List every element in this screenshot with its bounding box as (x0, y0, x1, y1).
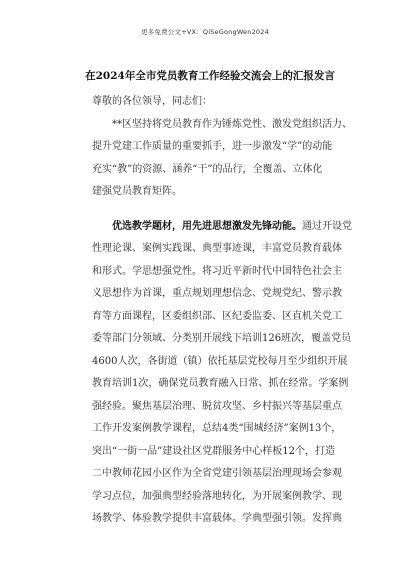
paragraph-line: 通过开设党 (302, 220, 352, 232)
paragraph-line: 工作开发案例教学课程，总结4类“围城经济”案例13个， (92, 423, 342, 434)
paragraph-line: 4600人次，各街道（镇）依托基层党校每月至少组织开展 (92, 355, 348, 367)
paragraph-line: 强经验。聚焦基层治理、脱贫攻坚、乡村振兴等基层重点 (92, 400, 342, 412)
paragraph-line: 二中教师花园小区作为全省党建引领基层治理现场会参观 (92, 468, 342, 479)
paragraph-line: 提升党建工作质量的重要抓手，进一步激发“学”的动能 (92, 141, 333, 152)
paragraph-first-line (92, 216, 352, 239)
paragraph-line: 建强党员教育矩阵。 (92, 186, 182, 197)
document-title: 在2024年全市党员教育工作经验交流会上的汇报发言 (85, 70, 335, 82)
paragraph-line: 学习点位，加强典型经验落地转化，为开展案例教学、现 (92, 490, 342, 502)
salutation: 尊敬的各位领导，同志们： (92, 96, 212, 107)
section-heading: 优选教学题材，用先进思想激发先锋动能。 (112, 220, 302, 232)
header-watermark-note: 更多免费公文+VX：QiSeGongWen2024 (141, 28, 269, 36)
paragraph-line: 育等方面课程，区委组织部、区纪委监委、区直机关党工 (92, 310, 342, 322)
paragraph-line: 委等部门分领域、分类别开展线下培训126班次，覆盖党员 (92, 333, 352, 344)
paragraph-line: 充实“教”的资源、涵养“干”的品行，全覆盖、立体化 (92, 163, 323, 175)
paragraph-section-one (92, 216, 352, 531)
paragraph-line: 场教学、体验教学提供丰富载体。学典型强引领。发挥典 (92, 513, 342, 524)
document-body (92, 91, 352, 531)
paragraph-intro (92, 114, 352, 204)
paragraph-line: 义思想作为首课，重点规划理想信念、党规党纪、警示教 (92, 288, 342, 299)
paragraph-line: 教育培训1次，确保党员教育融入日常、抓在经常。学案例 (92, 378, 349, 389)
paragraph-line: 和形式。学思想强党性。将习近平新时代中国特色社会主 (92, 265, 342, 277)
paragraph-line: 突出“一街一品”建设社区党群服务中心样板12个，打造 (92, 445, 335, 457)
paragraph-line: 性理论课、案例实践课、典型事迹课，丰富党员教育载体 (92, 243, 342, 254)
paragraph-line: **区坚持将党员教育作为锤炼党性、激发党组织活力、 (112, 118, 352, 130)
